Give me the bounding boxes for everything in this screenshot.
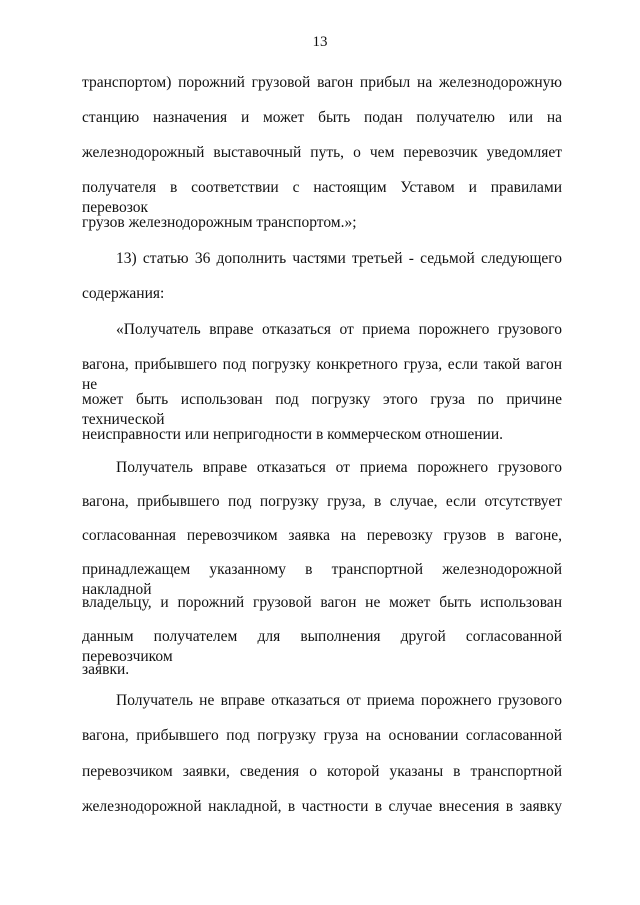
text-line: Получатель не вправе отказаться от приема порожнего грузового <box>116 692 562 709</box>
text-line: заявки. <box>82 661 130 678</box>
text-line: может быть использован под погрузку этого груза по причине технической <box>82 391 562 428</box>
text-line: данным получателем для выполнения другой согласованной перевозчиком <box>82 628 562 665</box>
text-line: согласованная перевозчиком заявка на перевозку грузов в вагоне, <box>82 527 562 544</box>
text-line: станцию назначения и может быть подан получателю или на <box>82 109 562 126</box>
text-line: Получатель вправе отказаться от приема порожнего грузового <box>116 459 562 476</box>
text-line: «Получатель вправе отказаться от приема порожнего грузового <box>116 321 562 338</box>
text-line: 13) статью 36 дополнить частями третьей - седьмой следующего <box>116 250 562 267</box>
text-line: грузов железнодорожным транспортом.»; <box>82 214 357 231</box>
text-line: железнодорожной накладной, в частности в случае внесения в заявку <box>82 798 562 815</box>
text-line: железнодорожный выставочный путь, о чем перевозчик уведомляет <box>82 144 562 161</box>
text-line: принадлежащем указанному в транспортной железнодорожной накладной <box>82 561 562 598</box>
text-line: вагона, прибывшего под погрузку груза на основании согласованной <box>82 727 562 744</box>
page-number: 13 <box>312 34 328 50</box>
text-line: перевозчиком заявки, сведения о которой указаны в транспортной <box>82 763 562 780</box>
text-line: получателя в соответствии с настоящим Уставом и правилами перевозок <box>82 179 562 216</box>
text-line: владельцу, и порожний грузовой вагон не может быть использован <box>82 594 562 611</box>
text-line: неисправности или непригодности в коммерческом отношении. <box>82 426 503 443</box>
text-line: содержания: <box>82 285 165 302</box>
text-line: вагона, прибывшего под погрузку груза, в случае, если отсутствует <box>82 493 562 510</box>
text-line: вагона, прибывшего под погрузку конкретного груза, если такой вагон не <box>82 356 562 393</box>
text-line: транспортом) порожний грузовой вагон прибыл на железнодорожную <box>82 74 562 91</box>
